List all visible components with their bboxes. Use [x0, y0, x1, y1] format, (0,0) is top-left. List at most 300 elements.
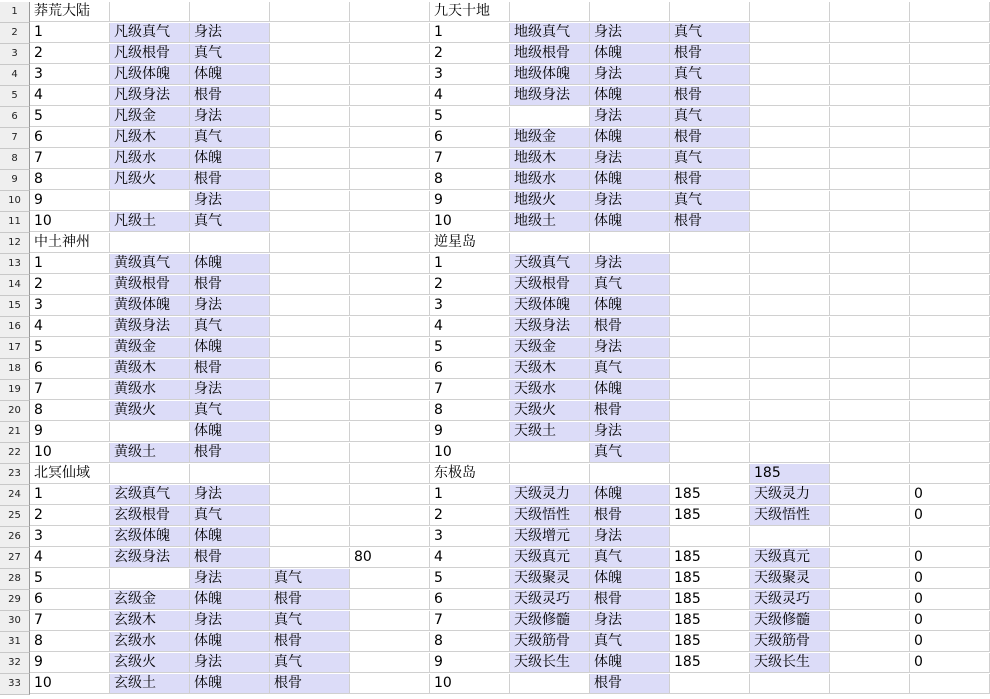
cell-b29[interactable]: 玄级金	[110, 590, 190, 610]
cell-d15[interactable]	[270, 296, 350, 316]
cell-b14[interactable]: 黄级根骨	[110, 275, 190, 295]
cell-g9[interactable]: 地级水	[510, 170, 590, 190]
cell-e8[interactable]	[350, 149, 430, 169]
cell-e23[interactable]	[350, 464, 430, 484]
row-header[interactable]: 19	[0, 380, 30, 401]
cell-f15[interactable]: 3	[430, 296, 510, 316]
cell-b11[interactable]: 凡级土	[110, 212, 190, 232]
cell-c31[interactable]: 体魄	[190, 632, 270, 652]
cell-i10[interactable]: 真气	[670, 191, 750, 211]
cell-k1[interactable]	[830, 2, 910, 22]
cell-g16[interactable]: 天级身法	[510, 317, 590, 337]
cell-k8[interactable]	[830, 149, 910, 169]
cell-f26[interactable]: 3	[430, 527, 510, 547]
cell-k2[interactable]	[830, 23, 910, 43]
cell-h17[interactable]: 身法	[590, 338, 670, 358]
cell-a3[interactable]: 2	[30, 44, 110, 64]
cell-i16[interactable]	[670, 317, 750, 337]
cell-c3[interactable]: 真气	[190, 44, 270, 64]
cell-i7[interactable]: 根骨	[670, 128, 750, 148]
cell-i21[interactable]	[670, 422, 750, 442]
cell-h16[interactable]: 根骨	[590, 317, 670, 337]
cell-g17[interactable]: 天级金	[510, 338, 590, 358]
cell-k9[interactable]	[830, 170, 910, 190]
row-header[interactable]: 32	[0, 653, 30, 674]
cell-g8[interactable]: 地级木	[510, 149, 590, 169]
cell-f9[interactable]: 8	[430, 170, 510, 190]
cell-i18[interactable]	[670, 359, 750, 379]
cell-i33[interactable]	[670, 674, 750, 694]
cell-l30[interactable]: 0	[910, 611, 990, 631]
cell-i24[interactable]: 185	[670, 485, 750, 505]
cell-j29[interactable]: 天级灵巧	[750, 590, 830, 610]
cell-c14[interactable]: 根骨	[190, 275, 270, 295]
cell-g4[interactable]: 地级体魄	[510, 65, 590, 85]
cell-f25[interactable]: 2	[430, 506, 510, 526]
cell-d22[interactable]	[270, 443, 350, 463]
cell-j6[interactable]	[750, 107, 830, 127]
cell-e13[interactable]	[350, 254, 430, 274]
cell-b7[interactable]: 凡级木	[110, 128, 190, 148]
cell-h28[interactable]: 体魄	[590, 569, 670, 589]
cell-f18[interactable]: 6	[430, 359, 510, 379]
cell-a23[interactable]: 北冥仙域	[30, 464, 110, 484]
cell-h11[interactable]: 体魄	[590, 212, 670, 232]
cell-k14[interactable]	[830, 275, 910, 295]
cell-d20[interactable]	[270, 401, 350, 421]
cell-l4[interactable]	[910, 65, 990, 85]
cell-a28[interactable]: 5	[30, 569, 110, 589]
cell-l23[interactable]	[910, 464, 990, 484]
cell-g15[interactable]: 天级体魄	[510, 296, 590, 316]
cell-c1[interactable]	[190, 2, 270, 22]
cell-g19[interactable]: 天级水	[510, 380, 590, 400]
cell-a14[interactable]: 2	[30, 275, 110, 295]
cell-b5[interactable]: 凡级身法	[110, 86, 190, 106]
cell-k28[interactable]	[830, 569, 910, 589]
cell-j20[interactable]	[750, 401, 830, 421]
cell-l31[interactable]: 0	[910, 632, 990, 652]
cell-l33[interactable]	[910, 674, 990, 694]
cell-l2[interactable]	[910, 23, 990, 43]
cell-i26[interactable]	[670, 527, 750, 547]
cell-h15[interactable]: 体魄	[590, 296, 670, 316]
cell-h6[interactable]: 身法	[590, 107, 670, 127]
cell-b3[interactable]: 凡级根骨	[110, 44, 190, 64]
cell-g29[interactable]: 天级灵巧	[510, 590, 590, 610]
cell-f31[interactable]: 8	[430, 632, 510, 652]
cell-a22[interactable]: 10	[30, 443, 110, 463]
cell-d21[interactable]	[270, 422, 350, 442]
cell-e1[interactable]	[350, 2, 430, 22]
cell-g31[interactable]: 天级筋骨	[510, 632, 590, 652]
cell-e20[interactable]	[350, 401, 430, 421]
cell-e30[interactable]	[350, 611, 430, 631]
cell-b16[interactable]: 黄级身法	[110, 317, 190, 337]
cell-i15[interactable]	[670, 296, 750, 316]
cell-h12[interactable]	[590, 233, 670, 253]
cell-h24[interactable]: 体魄	[590, 485, 670, 505]
cell-l17[interactable]	[910, 338, 990, 358]
row-header[interactable]: 13	[0, 254, 30, 275]
cell-g23[interactable]	[510, 464, 590, 484]
row-header[interactable]: 29	[0, 590, 30, 611]
cell-g11[interactable]: 地级土	[510, 212, 590, 232]
cell-j28[interactable]: 天级聚灵	[750, 569, 830, 589]
cell-i1[interactable]	[670, 2, 750, 22]
row-header[interactable]: 1	[0, 2, 30, 23]
row-header[interactable]: 26	[0, 527, 30, 548]
cell-k11[interactable]	[830, 212, 910, 232]
cell-l3[interactable]	[910, 44, 990, 64]
cell-d32[interactable]: 真气	[270, 653, 350, 673]
cell-l26[interactable]	[910, 527, 990, 547]
cell-c7[interactable]: 真气	[190, 128, 270, 148]
cell-f1[interactable]: 九天十地	[430, 2, 510, 22]
row-header[interactable]: 8	[0, 149, 30, 170]
cell-k20[interactable]	[830, 401, 910, 421]
cell-d28[interactable]: 真气	[270, 569, 350, 589]
cell-c15[interactable]: 身法	[190, 296, 270, 316]
row-header[interactable]: 24	[0, 485, 30, 506]
cell-b24[interactable]: 玄级真气	[110, 485, 190, 505]
cell-f5[interactable]: 4	[430, 86, 510, 106]
cell-a24[interactable]: 1	[30, 485, 110, 505]
cell-j15[interactable]	[750, 296, 830, 316]
cell-i30[interactable]: 185	[670, 611, 750, 631]
row-header[interactable]: 23	[0, 464, 30, 485]
cell-b25[interactable]: 玄级根骨	[110, 506, 190, 526]
cell-e32[interactable]	[350, 653, 430, 673]
cell-k23[interactable]	[830, 464, 910, 484]
cell-g24[interactable]: 天级灵力	[510, 485, 590, 505]
cell-c27[interactable]: 根骨	[190, 548, 270, 568]
cell-g5[interactable]: 地级身法	[510, 86, 590, 106]
cell-h7[interactable]: 体魄	[590, 128, 670, 148]
cell-h14[interactable]: 真气	[590, 275, 670, 295]
cell-c2[interactable]: 身法	[190, 23, 270, 43]
cell-j10[interactable]	[750, 191, 830, 211]
cell-k24[interactable]	[830, 485, 910, 505]
cell-d1[interactable]	[270, 2, 350, 22]
cell-d8[interactable]	[270, 149, 350, 169]
cell-d10[interactable]	[270, 191, 350, 211]
cell-d2[interactable]	[270, 23, 350, 43]
cell-h8[interactable]: 身法	[590, 149, 670, 169]
cell-e9[interactable]	[350, 170, 430, 190]
cell-h29[interactable]: 根骨	[590, 590, 670, 610]
cell-a25[interactable]: 2	[30, 506, 110, 526]
cell-b31[interactable]: 玄级水	[110, 632, 190, 652]
cell-i23[interactable]	[670, 464, 750, 484]
row-header[interactable]: 27	[0, 548, 30, 569]
cell-f2[interactable]: 1	[430, 23, 510, 43]
cell-d13[interactable]	[270, 254, 350, 274]
cell-i28[interactable]: 185	[670, 569, 750, 589]
cell-a6[interactable]: 5	[30, 107, 110, 127]
cell-c24[interactable]: 身法	[190, 485, 270, 505]
cell-g3[interactable]: 地级根骨	[510, 44, 590, 64]
cell-a33[interactable]: 10	[30, 674, 110, 694]
cell-k10[interactable]	[830, 191, 910, 211]
cell-e33[interactable]	[350, 674, 430, 694]
cell-c11[interactable]: 真气	[190, 212, 270, 232]
cell-d17[interactable]	[270, 338, 350, 358]
cell-b2[interactable]: 凡级真气	[110, 23, 190, 43]
cell-l15[interactable]	[910, 296, 990, 316]
cell-j21[interactable]	[750, 422, 830, 442]
cell-i11[interactable]: 根骨	[670, 212, 750, 232]
cell-a29[interactable]: 6	[30, 590, 110, 610]
cell-k19[interactable]	[830, 380, 910, 400]
cell-f7[interactable]: 6	[430, 128, 510, 148]
cell-b12[interactable]	[110, 233, 190, 253]
cell-c20[interactable]: 真气	[190, 401, 270, 421]
cell-j12[interactable]	[750, 233, 830, 253]
row-header[interactable]: 16	[0, 317, 30, 338]
cell-a13[interactable]: 1	[30, 254, 110, 274]
cell-c33[interactable]: 体魄	[190, 674, 270, 694]
row-header[interactable]: 30	[0, 611, 30, 632]
cell-h13[interactable]: 身法	[590, 254, 670, 274]
cell-a10[interactable]: 9	[30, 191, 110, 211]
cell-d7[interactable]	[270, 128, 350, 148]
row-header[interactable]: 4	[0, 65, 30, 86]
cell-a27[interactable]: 4	[30, 548, 110, 568]
cell-k31[interactable]	[830, 632, 910, 652]
cell-b18[interactable]: 黄级木	[110, 359, 190, 379]
cell-k27[interactable]	[830, 548, 910, 568]
cell-i32[interactable]: 185	[670, 653, 750, 673]
cell-e14[interactable]	[350, 275, 430, 295]
cell-j16[interactable]	[750, 317, 830, 337]
cell-c32[interactable]: 身法	[190, 653, 270, 673]
cell-h25[interactable]: 根骨	[590, 506, 670, 526]
cell-e28[interactable]	[350, 569, 430, 589]
cell-d23[interactable]	[270, 464, 350, 484]
cell-f8[interactable]: 7	[430, 149, 510, 169]
cell-f29[interactable]: 6	[430, 590, 510, 610]
cell-c9[interactable]: 根骨	[190, 170, 270, 190]
cell-c19[interactable]: 身法	[190, 380, 270, 400]
row-header[interactable]: 22	[0, 443, 30, 464]
cell-d4[interactable]	[270, 65, 350, 85]
cell-f13[interactable]: 1	[430, 254, 510, 274]
cell-b27[interactable]: 玄级身法	[110, 548, 190, 568]
cell-f23[interactable]: 东极岛	[430, 464, 510, 484]
cell-f17[interactable]: 5	[430, 338, 510, 358]
cell-i14[interactable]	[670, 275, 750, 295]
cell-i19[interactable]	[670, 380, 750, 400]
cell-c25[interactable]: 真气	[190, 506, 270, 526]
cell-g12[interactable]	[510, 233, 590, 253]
cell-h3[interactable]: 体魄	[590, 44, 670, 64]
cell-c21[interactable]: 体魄	[190, 422, 270, 442]
row-header[interactable]: 21	[0, 422, 30, 443]
cell-g10[interactable]: 地级火	[510, 191, 590, 211]
row-header[interactable]: 25	[0, 506, 30, 527]
cell-f20[interactable]: 8	[430, 401, 510, 421]
cell-f4[interactable]: 3	[430, 65, 510, 85]
cell-c4[interactable]: 体魄	[190, 65, 270, 85]
cell-d5[interactable]	[270, 86, 350, 106]
cell-c22[interactable]: 根骨	[190, 443, 270, 463]
cell-l19[interactable]	[910, 380, 990, 400]
row-header[interactable]: 9	[0, 170, 30, 191]
cell-i9[interactable]: 根骨	[670, 170, 750, 190]
cell-h27[interactable]: 真气	[590, 548, 670, 568]
cell-k17[interactable]	[830, 338, 910, 358]
cell-b32[interactable]: 玄级火	[110, 653, 190, 673]
row-header[interactable]: 7	[0, 128, 30, 149]
cell-f21[interactable]: 9	[430, 422, 510, 442]
cell-i22[interactable]	[670, 443, 750, 463]
cell-f30[interactable]: 7	[430, 611, 510, 631]
cell-l6[interactable]	[910, 107, 990, 127]
cell-h33[interactable]: 根骨	[590, 674, 670, 694]
cell-f14[interactable]: 2	[430, 275, 510, 295]
cell-a31[interactable]: 8	[30, 632, 110, 652]
cell-k16[interactable]	[830, 317, 910, 337]
cell-l24[interactable]: 0	[910, 485, 990, 505]
cell-b20[interactable]: 黄级火	[110, 401, 190, 421]
cell-i3[interactable]: 根骨	[670, 44, 750, 64]
cell-l9[interactable]	[910, 170, 990, 190]
row-header[interactable]: 31	[0, 632, 30, 653]
cell-k18[interactable]	[830, 359, 910, 379]
cell-l14[interactable]	[910, 275, 990, 295]
row-header[interactable]: 33	[0, 674, 30, 695]
cell-c5[interactable]: 根骨	[190, 86, 270, 106]
cell-g32[interactable]: 天级长生	[510, 653, 590, 673]
cell-b15[interactable]: 黄级体魄	[110, 296, 190, 316]
cell-d30[interactable]: 真气	[270, 611, 350, 631]
cell-e24[interactable]	[350, 485, 430, 505]
cell-l25[interactable]: 0	[910, 506, 990, 526]
cell-l28[interactable]: 0	[910, 569, 990, 589]
cell-a4[interactable]: 3	[30, 65, 110, 85]
row-header[interactable]: 2	[0, 23, 30, 44]
cell-k13[interactable]	[830, 254, 910, 274]
cell-e7[interactable]	[350, 128, 430, 148]
cell-b28[interactable]	[110, 569, 190, 589]
cell-h22[interactable]: 真气	[590, 443, 670, 463]
cell-g1[interactable]	[510, 2, 590, 22]
cell-d31[interactable]: 根骨	[270, 632, 350, 652]
cell-b33[interactable]: 玄级土	[110, 674, 190, 694]
cell-a26[interactable]: 3	[30, 527, 110, 547]
cell-e29[interactable]	[350, 590, 430, 610]
cell-d25[interactable]	[270, 506, 350, 526]
cell-c10[interactable]: 身法	[190, 191, 270, 211]
cell-i27[interactable]: 185	[670, 548, 750, 568]
cell-e6[interactable]	[350, 107, 430, 127]
cell-k22[interactable]	[830, 443, 910, 463]
cell-l21[interactable]	[910, 422, 990, 442]
row-header[interactable]: 11	[0, 212, 30, 233]
cell-e16[interactable]	[350, 317, 430, 337]
cell-e17[interactable]	[350, 338, 430, 358]
cell-f33[interactable]: 10	[430, 674, 510, 694]
cell-j18[interactable]	[750, 359, 830, 379]
cell-d24[interactable]	[270, 485, 350, 505]
row-header[interactable]: 14	[0, 275, 30, 296]
cell-f19[interactable]: 7	[430, 380, 510, 400]
row-header[interactable]: 20	[0, 401, 30, 422]
cell-g6[interactable]	[510, 107, 590, 127]
cell-h2[interactable]: 身法	[590, 23, 670, 43]
cell-j5[interactable]	[750, 86, 830, 106]
cell-h31[interactable]: 真气	[590, 632, 670, 652]
cell-b4[interactable]: 凡级体魄	[110, 65, 190, 85]
cell-h9[interactable]: 体魄	[590, 170, 670, 190]
cell-k21[interactable]	[830, 422, 910, 442]
cell-g7[interactable]: 地级金	[510, 128, 590, 148]
cell-l11[interactable]	[910, 212, 990, 232]
cell-j7[interactable]	[750, 128, 830, 148]
row-header[interactable]: 6	[0, 107, 30, 128]
cell-c16[interactable]: 真气	[190, 317, 270, 337]
cell-e19[interactable]	[350, 380, 430, 400]
cell-j27[interactable]: 天级真元	[750, 548, 830, 568]
cell-i17[interactable]	[670, 338, 750, 358]
cell-h19[interactable]: 体魄	[590, 380, 670, 400]
cell-k4[interactable]	[830, 65, 910, 85]
cell-d19[interactable]	[270, 380, 350, 400]
cell-j13[interactable]	[750, 254, 830, 274]
cell-f22[interactable]: 10	[430, 443, 510, 463]
cell-l32[interactable]: 0	[910, 653, 990, 673]
cell-g22[interactable]	[510, 443, 590, 463]
cell-i2[interactable]: 真气	[670, 23, 750, 43]
cell-k12[interactable]	[830, 233, 910, 253]
cell-f10[interactable]: 9	[430, 191, 510, 211]
cell-i6[interactable]: 真气	[670, 107, 750, 127]
row-header[interactable]: 28	[0, 569, 30, 590]
cell-h23[interactable]	[590, 464, 670, 484]
cell-i5[interactable]: 根骨	[670, 86, 750, 106]
cell-e31[interactable]	[350, 632, 430, 652]
cell-l7[interactable]	[910, 128, 990, 148]
cell-d3[interactable]	[270, 44, 350, 64]
cell-k3[interactable]	[830, 44, 910, 64]
cell-e12[interactable]	[350, 233, 430, 253]
cell-j25[interactable]: 天级悟性	[750, 506, 830, 526]
cell-k7[interactable]	[830, 128, 910, 148]
cell-g30[interactable]: 天级修髓	[510, 611, 590, 631]
row-header[interactable]: 12	[0, 233, 30, 254]
cell-j23[interactable]: 185	[750, 464, 830, 484]
cell-a19[interactable]: 7	[30, 380, 110, 400]
cell-a17[interactable]: 5	[30, 338, 110, 358]
cell-a1[interactable]: 莽荒大陆	[30, 2, 110, 22]
cell-c18[interactable]: 根骨	[190, 359, 270, 379]
row-header[interactable]: 17	[0, 338, 30, 359]
cell-l5[interactable]	[910, 86, 990, 106]
cell-l22[interactable]	[910, 443, 990, 463]
cell-a2[interactable]: 1	[30, 23, 110, 43]
cell-a32[interactable]: 9	[30, 653, 110, 673]
row-header[interactable]: 3	[0, 44, 30, 65]
cell-d11[interactable]	[270, 212, 350, 232]
row-header[interactable]: 5	[0, 86, 30, 107]
cell-a7[interactable]: 6	[30, 128, 110, 148]
cell-d18[interactable]	[270, 359, 350, 379]
cell-b6[interactable]: 凡级金	[110, 107, 190, 127]
cell-k33[interactable]	[830, 674, 910, 694]
cell-j1[interactable]	[750, 2, 830, 22]
cell-j33[interactable]	[750, 674, 830, 694]
